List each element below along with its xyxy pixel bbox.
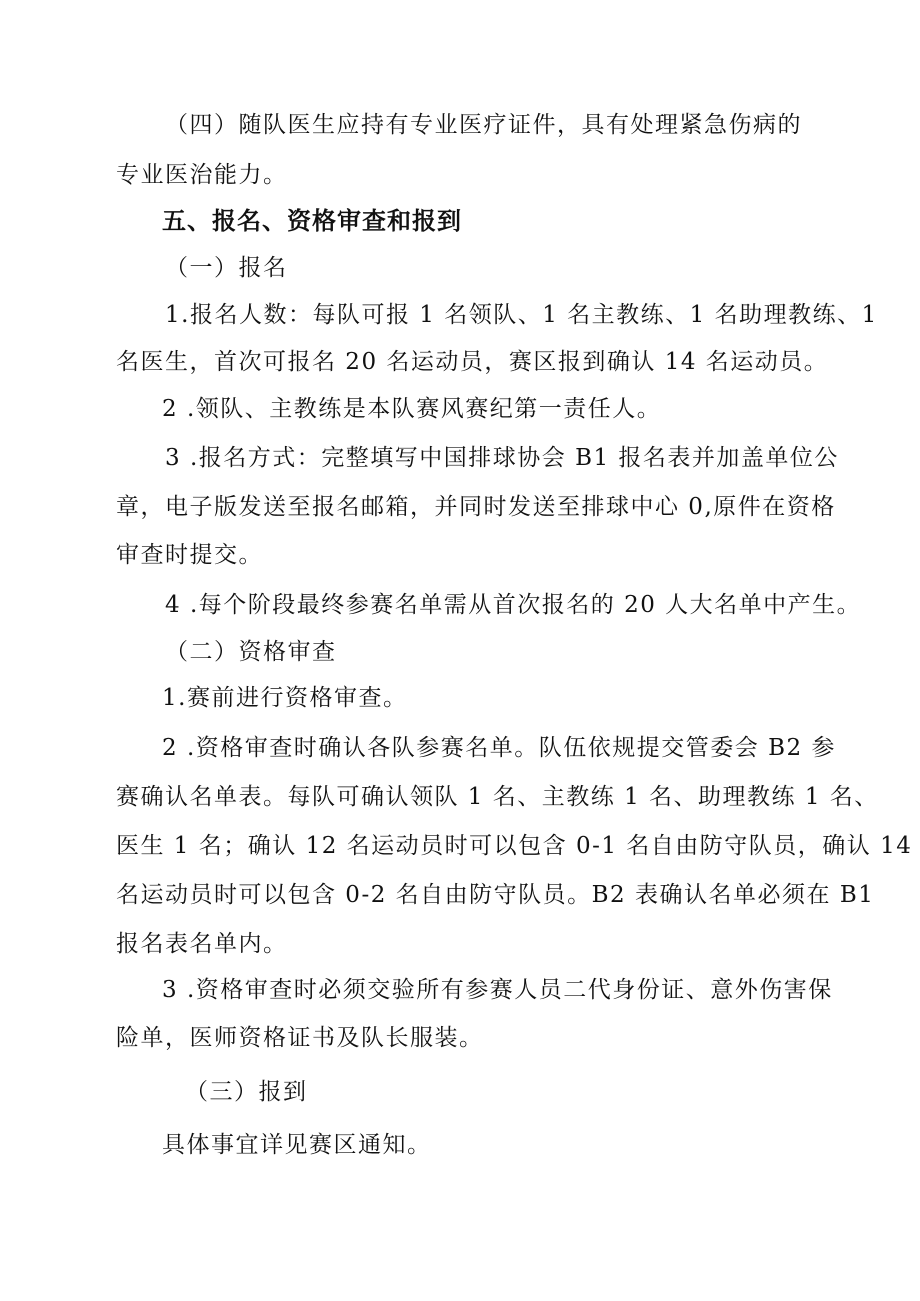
qualification-item-2-line-5: 报名表名单内。: [116, 931, 288, 957]
check-in-text: 具体事宜详见赛区通知。: [162, 1132, 432, 1158]
registration-item-4: 4 .每个阶段最终参赛名单需从首次报名的 20 人大名单中产生。: [165, 592, 862, 618]
subheading-check-in: （三）报到: [185, 1079, 308, 1105]
qualification-item-2-line-4: 名运动员时可以包含 0-2 名自由防守队员。B2 表确认名单必须在 B1: [116, 882, 875, 908]
qualification-item-3-line-2: 险单，医师资格证书及队长服装。: [116, 1025, 484, 1051]
registration-item-1-line-1: 1.报名人数：每队可报 1 名领队、1 名主教练、1 名助理教练、1: [165, 302, 878, 328]
registration-item-2: 2 .领队、主教练是本队赛风赛纪第一责任人。: [162, 396, 662, 422]
registration-item-1-line-2: 名医生，首次可报名 20 名运动员，赛区报到确认 14 名运动员。: [116, 349, 829, 375]
registration-item-3-line-3: 审查时提交。: [116, 542, 263, 568]
qualification-item-2-line-1: 2 .资格审查时确认各队参赛名单。队伍依规提交管委会 B2 参: [162, 735, 836, 761]
qualification-item-2-line-2: 赛确认名单表。每队可确认领队 1 名、主教练 1 名、助理教练 1 名、: [116, 784, 879, 810]
subheading-qualification: （二）资格审查: [165, 639, 337, 665]
paragraph-four-line-2: 专业医治能力。: [116, 162, 288, 188]
subheading-registration: （一）报名: [165, 255, 288, 281]
paragraph-four-line-1: （四）随队医生应持有专业医疗证件，具有处理紧急伤病的: [165, 112, 802, 138]
registration-item-3-line-1: 3 .报名方式：完整填写中国排球协会 B1 报名表并加盖单位公: [165, 445, 839, 471]
registration-item-3-line-2: 章，电子版发送至报名邮箱，并同时发送至排球中心 0,原件在资格: [116, 494, 836, 520]
qualification-item-3-line-1: 3 .资格审查时必须交验所有参赛人员二代身份证、意外伤害保: [162, 977, 833, 1003]
qualification-item-2-line-3: 医生 1 名；确认 12 名运动员时可以包含 0-1 名自由防守队员，确认 14: [116, 833, 913, 859]
qualification-item-1: 1.赛前进行资格审查。: [162, 685, 408, 711]
section-heading: 五、报名、资格审查和报到: [162, 207, 462, 235]
